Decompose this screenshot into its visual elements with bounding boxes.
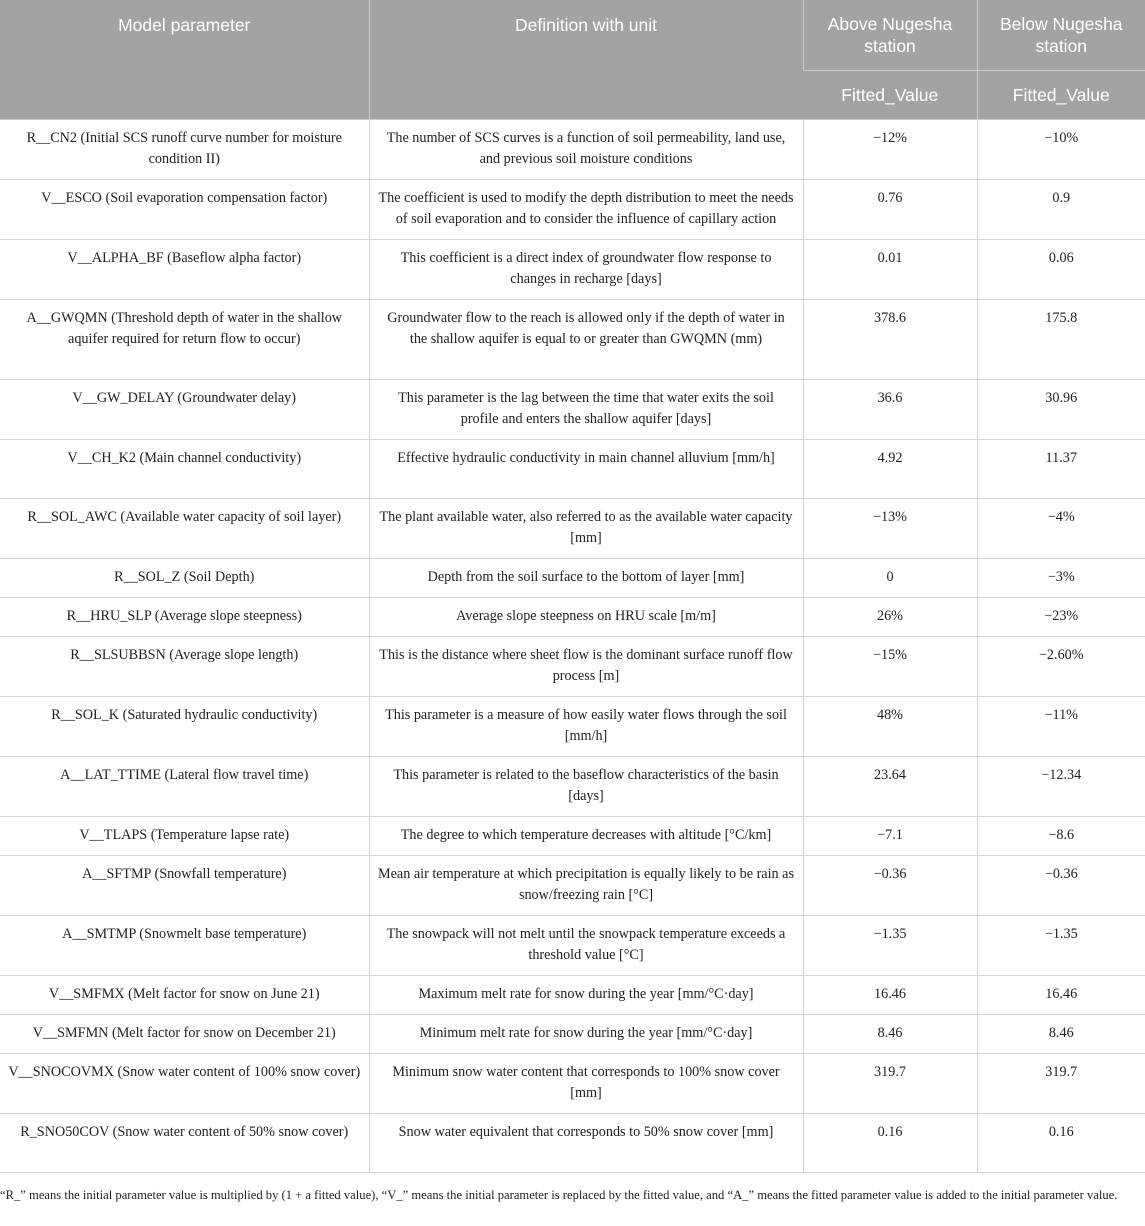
table-row bbox=[0, 597, 1145, 636]
definition-cell: The degree to which temperature decreases with altitude [°C/km] bbox=[369, 816, 803, 855]
fitted-value-below-cell: 0.06 bbox=[977, 239, 1145, 299]
table-row bbox=[0, 119, 1145, 179]
table-row bbox=[0, 696, 1145, 756]
param-cell: V__ESCO (Soil evaporation compensation factor) bbox=[0, 179, 369, 239]
definition-cell: The plant available water, also referred to as the available water capacity [mm] bbox=[369, 498, 803, 558]
param-cell: R__SOL_Z (Soil Depth) bbox=[0, 558, 369, 597]
table-header bbox=[0, 0, 1145, 119]
fitted-value-below-cell: 0.16 bbox=[977, 1113, 1145, 1172]
table-row bbox=[0, 1053, 1145, 1113]
fitted-value-below-cell: 8.46 bbox=[977, 1014, 1145, 1053]
param-cell: V__GW_DELAY (Groundwater delay) bbox=[0, 379, 369, 439]
definition-cell: Maximum melt rate for snow during the year [mm/°C·day] bbox=[369, 975, 803, 1014]
fitted-value-above-cell: 8.46 bbox=[803, 1014, 977, 1053]
fitted-value-above-cell: 4.92 bbox=[803, 439, 977, 498]
fitted-value-below-cell: −23% bbox=[977, 597, 1145, 636]
definition-cell: Minimum melt rate for snow during the year [mm/°C·day] bbox=[369, 1014, 803, 1053]
fitted-value-below-cell: 319.7 bbox=[977, 1053, 1145, 1113]
fitted-value-above-cell: 0.76 bbox=[803, 179, 977, 239]
param-cell: A__LAT_TTIME (Lateral flow travel time) bbox=[0, 756, 369, 816]
table-row bbox=[0, 975, 1145, 1014]
table-row bbox=[0, 379, 1145, 439]
param-cell: A__SMTMP (Snowmelt base temperature) bbox=[0, 915, 369, 975]
param-cell: V__CH_K2 (Main channel conductivity) bbox=[0, 439, 369, 498]
param-cell: R__SLSUBBSN (Average slope length) bbox=[0, 636, 369, 696]
fitted-value-above-cell: 16.46 bbox=[803, 975, 977, 1014]
table-row bbox=[0, 1113, 1145, 1172]
header-fitted-value-below: Fitted_Value bbox=[977, 70, 1145, 119]
table-row bbox=[0, 439, 1145, 498]
fitted-value-below-cell: −3% bbox=[977, 558, 1145, 597]
definition-cell: The number of SCS curves is a function of soil permeability, land use, and previous soil moisture conditions bbox=[369, 119, 803, 179]
fitted-value-below-cell: −12.34 bbox=[977, 756, 1145, 816]
table-row bbox=[0, 299, 1145, 379]
header-below-station: Below Nugesha station bbox=[977, 0, 1145, 70]
fitted-value-below-cell: −11% bbox=[977, 696, 1145, 756]
table-row bbox=[0, 636, 1145, 696]
param-cell: V__SMFMN (Melt factor for snow on December 21) bbox=[0, 1014, 369, 1053]
definition-cell: This parameter is the lag between the time that water exits the soil profile and enters the shallow aquifer [days] bbox=[369, 379, 803, 439]
table-body bbox=[0, 119, 1145, 1172]
param-cell: R_SNO50COV (Snow water content of 50% snow cover) bbox=[0, 1113, 369, 1172]
param-cell: R__SOL_AWC (Available water capacity of soil layer) bbox=[0, 498, 369, 558]
param-cell: V__ALPHA_BF (Baseflow alpha factor) bbox=[0, 239, 369, 299]
param-cell: A__SFTMP (Snowfall temperature) bbox=[0, 855, 369, 915]
fitted-value-below-cell: 0.9 bbox=[977, 179, 1145, 239]
fitted-value-above-cell: 378.6 bbox=[803, 299, 977, 379]
fitted-value-above-cell: −1.35 bbox=[803, 915, 977, 975]
fitted-value-above-cell: 0.16 bbox=[803, 1113, 977, 1172]
table-row bbox=[0, 915, 1145, 975]
definition-cell: This parameter is related to the baseflow characteristics of the basin [days] bbox=[369, 756, 803, 816]
fitted-value-above-cell: 319.7 bbox=[803, 1053, 977, 1113]
fitted-value-below-cell: −2.60% bbox=[977, 636, 1145, 696]
definition-cell: Mean air temperature at which precipitation is equally likely to be rain as snow/freezing rain [°C] bbox=[369, 855, 803, 915]
fitted-value-above-cell: −13% bbox=[803, 498, 977, 558]
fitted-value-below-cell: 175.8 bbox=[977, 299, 1145, 379]
definition-cell: The coefficient is used to modify the depth distribution to meet the needs of soil evaporation and to consider the influence of capillary action bbox=[369, 179, 803, 239]
table-row bbox=[0, 558, 1145, 597]
table-footnote: “R_” means the initial parameter value is multiplied by (1 + a fitted value), “V_” means the initial parameter is replaced by the fitted value, and “A_” means the fitted parameter value is added to the initial parameter value. bbox=[0, 1188, 1118, 1202]
fitted-value-below-cell: 11.37 bbox=[977, 439, 1145, 498]
param-cell: A__GWQMN (Threshold depth of water in the shallow aquifer required for return flow to occur) bbox=[0, 299, 369, 379]
definition-cell: Groundwater flow to the reach is allowed only if the depth of water in the shallow aquifer is equal to or greater than GWQMN (mm) bbox=[369, 299, 803, 379]
fitted-value-above-cell: 26% bbox=[803, 597, 977, 636]
table-row bbox=[0, 855, 1145, 915]
fitted-value-below-cell: −4% bbox=[977, 498, 1145, 558]
fitted-value-below-cell: −10% bbox=[977, 119, 1145, 179]
param-cell: R__SOL_K (Saturated hydraulic conductivity) bbox=[0, 696, 369, 756]
header-above-station: Above Nugesha station bbox=[803, 0, 977, 70]
fitted-value-above-cell: 36.6 bbox=[803, 379, 977, 439]
fitted-value-below-cell: −1.35 bbox=[977, 915, 1145, 975]
table-row bbox=[0, 179, 1145, 239]
fitted-value-above-cell: −12% bbox=[803, 119, 977, 179]
fitted-value-below-cell: 30.96 bbox=[977, 379, 1145, 439]
fitted-value-above-cell: 23.64 bbox=[803, 756, 977, 816]
definition-cell: Depth from the soil surface to the bottom of layer [mm] bbox=[369, 558, 803, 597]
fitted-value-above-cell: −7.1 bbox=[803, 816, 977, 855]
param-cell: V__SNOCOVMX (Snow water content of 100% snow cover) bbox=[0, 1053, 369, 1113]
table-row bbox=[0, 498, 1145, 558]
fitted-value-above-cell: 48% bbox=[803, 696, 977, 756]
fitted-value-above-cell: −15% bbox=[803, 636, 977, 696]
header-fitted-value-above: Fitted_Value bbox=[803, 70, 977, 119]
table-row bbox=[0, 239, 1145, 299]
fitted-value-below-cell: −0.36 bbox=[977, 855, 1145, 915]
definition-cell: Minimum snow water content that corresponds to 100% snow cover [mm] bbox=[369, 1053, 803, 1113]
header-model-parameter: Model parameter bbox=[0, 0, 369, 119]
table-row bbox=[0, 1014, 1145, 1053]
definition-cell: Effective hydraulic conductivity in main channel alluvium [mm/h] bbox=[369, 439, 803, 498]
param-cell: R__CN2 (Initial SCS runoff curve number for moisture condition II) bbox=[0, 119, 369, 179]
table-row bbox=[0, 756, 1145, 816]
fitted-value-above-cell: 0.01 bbox=[803, 239, 977, 299]
param-cell: V__SMFMX (Melt factor for snow on June 21) bbox=[0, 975, 369, 1014]
definition-cell: Average slope steepness on HRU scale [m/m] bbox=[369, 597, 803, 636]
definition-cell: The snowpack will not melt until the snowpack temperature exceeds a threshold value [°C] bbox=[369, 915, 803, 975]
header-definition: Definition with unit bbox=[369, 0, 803, 119]
definition-cell: This coefficient is a direct index of groundwater flow response to changes in recharge [days] bbox=[369, 239, 803, 299]
fitted-value-below-cell: −8.6 bbox=[977, 816, 1145, 855]
definition-cell: Snow water equivalent that corresponds to 50% snow cover [mm] bbox=[369, 1113, 803, 1172]
param-cell: V__TLAPS (Temperature lapse rate) bbox=[0, 816, 369, 855]
definition-cell: This is the distance where sheet flow is the dominant surface runoff flow process [m] bbox=[369, 636, 803, 696]
fitted-value-above-cell: 0 bbox=[803, 558, 977, 597]
definition-cell: This parameter is a measure of how easily water flows through the soil [mm/h] bbox=[369, 696, 803, 756]
param-cell: R__HRU_SLP (Average slope steepness) bbox=[0, 597, 369, 636]
fitted-value-below-cell: 16.46 bbox=[977, 975, 1145, 1014]
table-row bbox=[0, 816, 1145, 855]
fitted-value-above-cell: −0.36 bbox=[803, 855, 977, 915]
